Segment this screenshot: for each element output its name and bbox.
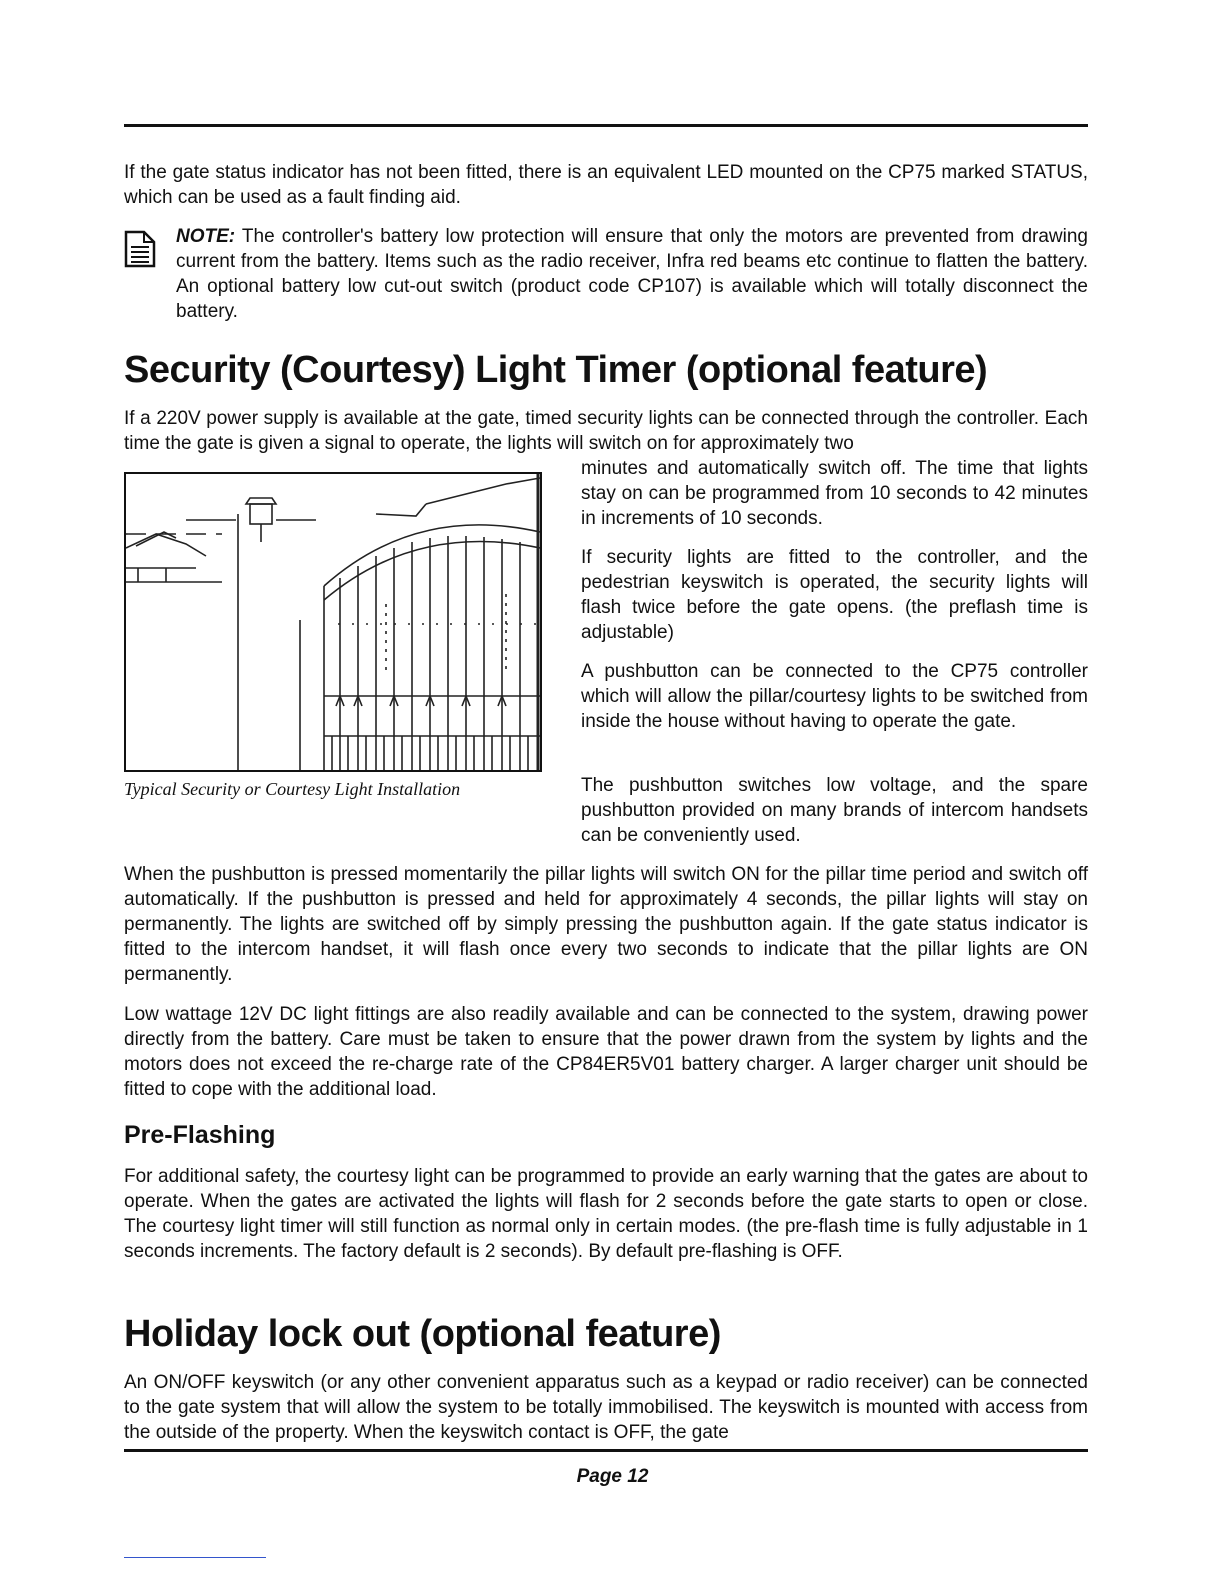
security-paragraph-2: When the pushbutton is pressed momentarily the pillar lights will switch ON for the pillar time period and switch off automatically. If the pushbutton is pressed and held for approximately 4 seconds, the pillar lights will stay on permanently. The lights are switched off by simply pressing the pushbutton again. If the gate status indicator is fitted to the intercom handset, it will flash once every two seconds to indicate that the pillar lights are ON permanently. — [124, 864, 1088, 985]
courtesy-light-illustration — [124, 472, 542, 772]
security-paragraph-3: Low wattage 12V DC light fittings are also readily available and can be connected to the system, drawing power directly from the battery. Care must be taken to ensure that the power drawn from the system by lights and the motors does not exceed the re-charge rate of the CP84ER5V01 battery charger. A larger charger unit should be fitted to cope with the additional load. — [124, 1004, 1088, 1100]
holiday-heading: Holiday lock out (optional feature) — [124, 1313, 721, 1355]
figure-caption: Typical Security or Courtesy Light Installation — [124, 779, 461, 799]
note-paragraph — [176, 224, 1088, 324]
page-number: Page 12 — [576, 1466, 649, 1487]
security-right-paragraph-1: minutes and automatically switch off. The time that lights stay on can be programmed from 10 seconds to 42 minutes in increments of 10 seconds. — [581, 458, 1088, 529]
bottom-rule — [124, 1449, 1088, 1452]
gate-drawing-svg — [126, 474, 540, 770]
security-right-paragraph-2: If security lights are fitted to the controller, and the pedestrian keyswitch is operated, the security lights will flash twice before the gate opens. (the preflash time is adjustable) — [581, 547, 1088, 643]
security-heading: Security (Courtesy) Light Timer (optional feature) — [124, 349, 988, 391]
security-right-paragraph-3: A pushbutton can be connected to the CP75 controller which will allow the pillar/courtesy lights to be switched from inside the house without having to operate the gate. — [581, 661, 1088, 732]
footer-underline — [124, 1557, 266, 1558]
note-icon — [124, 230, 156, 268]
preflash-paragraph: For additional safety, the courtesy light can be programmed to provide an early warning that the gates are about to operate. When the gates are activated the lights will flash for 2 seconds before the gate starts to open or close. The courtesy light timer will still function as normal only in certain modes. (the pre-flash time is fully adjustable in 1 seconds increments. The factory default is 2 seconds). By default pre-flashing is OFF. — [124, 1166, 1088, 1262]
security-right-paragraph-4: The pushbutton switches low voltage, and the spare pushbutton provided on many brands of intercom handsets can be conveniently used. — [581, 775, 1088, 846]
preflash-heading: Pre-Flashing — [124, 1121, 276, 1149]
holiday-paragraph: An ON/OFF keyswitch (or any other convenient apparatus such as a keypad or radio receiver) can be connected to the gate system that will allow the system to be totally immobilised. The keyswitch is mounted with access from the outside of the property. When the keyswitch contact is OFF, the gate — [124, 1372, 1088, 1443]
intro-paragraph: If the gate status indicator has not been fitted, there is an equivalent LED mounted on the CP75 marked STATUS, which can be used as a fault finding aid. — [124, 162, 1088, 208]
note-label: NOTE: — [176, 226, 236, 247]
note-body: The controller's battery low protection will ensure that only the motors are prevented from drawing current from the battery. Items such as the radio receiver, Infra red beams etc continue to flatten the battery. An optional battery low cut-out switch (product code CP107) is available which will totally disconnect the battery. — [176, 226, 1088, 322]
security-paragraph-1: If a 220V power supply is available at the gate, timed security lights can be connected through the controller. Each time the gate is given a signal to operate, the lights will switch on for approximately two — [124, 408, 1088, 454]
top-rule — [124, 124, 1088, 127]
